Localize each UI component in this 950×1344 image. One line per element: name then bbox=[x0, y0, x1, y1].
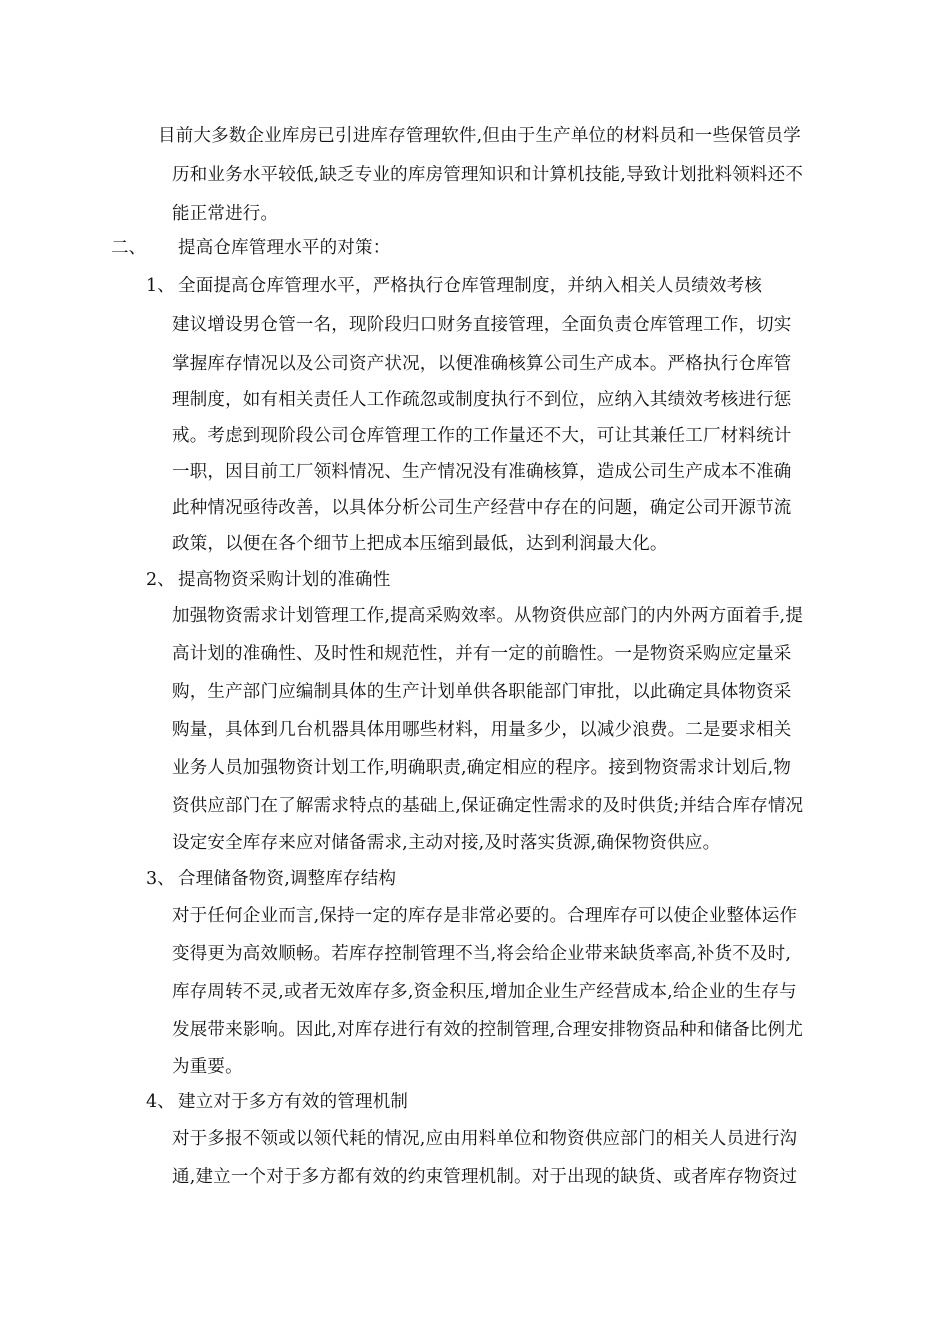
item-1-line: 一职，因目前工厂领料情况、生产情况没有准确核算，造成公司生产成本不准确 bbox=[172, 462, 792, 482]
intro-line-1: 目前大多数企业库房已引进库存管理软件,但由于生产单位的材料员和一些保管员学 bbox=[158, 126, 801, 146]
item-1-title: 全面提高仓库管理水平，严格执行仓库管理制度，并纳入相关人员绩效考核 bbox=[178, 276, 763, 296]
item-1-line: 掌握库存情况以及公司资产状况，以便准确核算公司生产成本。严格执行仓库管 bbox=[172, 354, 792, 374]
item-2-line: 购，生产部门应编制具体的生产计划单供各职能部门审批，以此确定具体物资采 bbox=[172, 682, 792, 702]
section-2-number: 二、 bbox=[111, 238, 146, 258]
intro-line-3: 能正常进行。 bbox=[172, 204, 279, 224]
item-2-number: 2、 bbox=[146, 570, 175, 590]
section-2-title: 提高仓库管理水平的对策： bbox=[178, 238, 391, 258]
item-3-line: 发展带来影响。因此,对库存进行有效的控制管理,合理安排物资品种和储备比例尤 bbox=[172, 1020, 804, 1040]
item-1-line: 戒。考虑到现阶段公司仓库管理工作的工作量还不大，可让其兼任工厂材料统计 bbox=[172, 426, 792, 446]
item-4-line: 对于多报不领或以领代耗的情况,应由用料单位和物资供应部门的相关人员进行沟 bbox=[172, 1129, 798, 1149]
item-1-line: 此种情况亟待改善，以具体分析公司生产经营中存在的问题，确定公司开源节流 bbox=[172, 498, 792, 518]
item-2-line: 业务人员加强物资计划工作,明确职责,确定相应的程序。接到物资需求计划后,物 bbox=[172, 758, 792, 778]
item-3-number: 3、 bbox=[146, 869, 175, 889]
item-2-line: 高计划的准确性、及时性和规范性，并有一定的前瞻性。一是物资采购应定量采 bbox=[172, 644, 792, 664]
item-1-line: 理制度，如有相关责任人工作疏忽或制度执行不到位，应纳入其绩效考核进行惩 bbox=[172, 390, 792, 410]
item-4-title: 建立对于多方有效的管理机制 bbox=[178, 1092, 409, 1112]
item-4-line: 通,建立一个对于多方都有效的约束管理机制。对于出现的缺货、或者库存物资过 bbox=[172, 1167, 798, 1187]
item-3-line: 为重要。 bbox=[172, 1057, 243, 1077]
item-1-line: 政策，以便在各个细节上把成本压缩到最低，达到利润最大化。 bbox=[172, 534, 668, 554]
intro-line-2: 历和业务水平较低,缺乏专业的库房管理知识和计算机技能,导致计划批料领料还不 bbox=[172, 165, 804, 185]
item-3-title: 合理储备物资,调整库存结构 bbox=[178, 869, 397, 889]
item-3-line: 对于任何企业而言,保持一定的库存是非常必要的。合理库存可以使企业整体运作 bbox=[172, 906, 798, 926]
item-2-line: 加强物资需求计划管理工作,提高采购效率。从物资供应部门的内外两方面着手,提 bbox=[172, 606, 804, 626]
item-2-line: 设定安全库存来应对储备需求,主动对接,及时落实货源,确保物资供应。 bbox=[172, 833, 721, 853]
item-3-line: 变得更为高效顺畅。若库存控制管理不当,将会给企业带来缺货率高,补货不及时, bbox=[172, 944, 792, 964]
item-1-line: 建议增设男仓管一名，现阶段归口财务直接管理，全面负责仓库管理工作，切实 bbox=[172, 315, 792, 335]
item-2-line: 购量，具体到几台机器具体用哪些材料，用量多少，以减少浪费。二是要求相关 bbox=[172, 720, 792, 740]
item-3-line: 库存周转不灵,或者无效库存多,资金积压,增加企业生产经营成本,给企业的生存与 bbox=[172, 982, 797, 1002]
item-2-line: 资供应部门在了解需求特点的基础上,保证确定性需求的及时供货;并结合库存情况 bbox=[172, 796, 804, 816]
item-4-number: 4、 bbox=[146, 1092, 175, 1112]
item-1-number: 1、 bbox=[146, 276, 175, 296]
item-2-title: 提高物资采购计划的准确性 bbox=[178, 570, 391, 590]
